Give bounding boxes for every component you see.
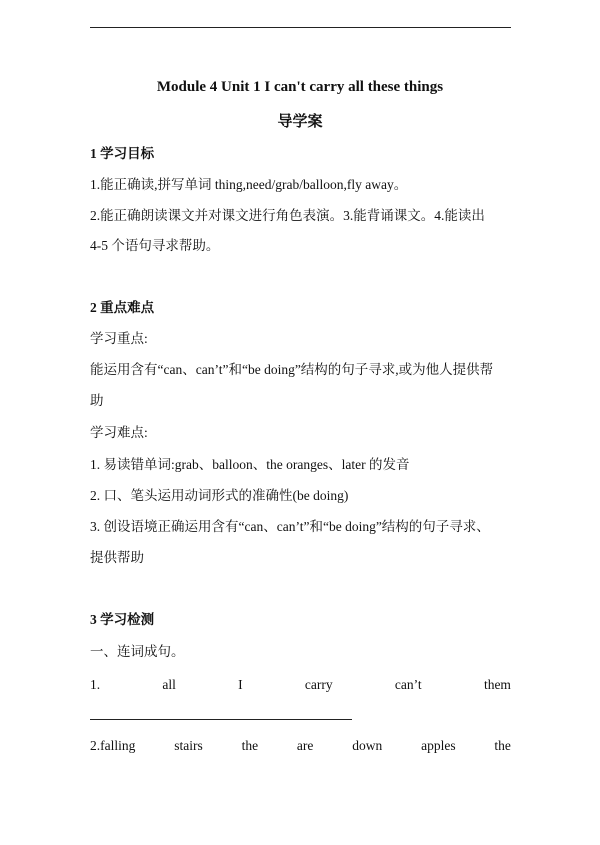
section-2-heading: 2 重点难点	[90, 300, 155, 315]
header-rule	[90, 27, 511, 28]
q2-word: 2.falling	[90, 738, 136, 753]
q1-word: carry	[304, 677, 333, 692]
q1-word: I	[238, 677, 243, 692]
difficulty-item-1: 1. 易读错单词:grab、balloon、the oranges、later 的发音	[90, 457, 410, 472]
difficulties-label: 学习难点:	[90, 425, 148, 440]
difficulty-item-3: 3. 创设语境正确运用含有“can、can’t”和“be doing”结构的句子寻求、	[90, 519, 490, 534]
objective-line-3: 4-5 个语句寻求帮助。	[90, 238, 220, 253]
q2-word: apples	[421, 738, 456, 753]
document-subtitle: 导学案	[277, 114, 323, 130]
difficulty-item-3-cont: 提供帮助	[90, 550, 144, 565]
question-1	[90, 676, 511, 694]
q2-word: down	[352, 738, 383, 753]
q1-word: them	[483, 677, 511, 692]
objective-line-1: 1.能正确读,拼写单词 thing,need/grab/balloon,fly away。	[90, 177, 408, 192]
exercise-instruction: 一、连词成句。	[90, 644, 185, 659]
q2-word: the	[494, 738, 511, 753]
q2-word: the	[241, 738, 259, 753]
key-points-label: 学习重点:	[90, 331, 148, 346]
q2-word: stairs	[174, 738, 203, 753]
section-1-heading: 1 学习目标	[90, 146, 155, 161]
section-3-heading: 3 学习检测	[90, 612, 155, 627]
answer-line-1	[90, 719, 352, 720]
objective-line-2: 2.能正确朗读课文并对课文进行角色表演。3.能背诵课文。4.能读出	[90, 208, 485, 223]
key-point-line-1: 能运用含有“can、can’t”和“be doing”结构的句子寻求,或为他人提供帮	[90, 362, 494, 377]
q1-word: 1.	[90, 677, 101, 692]
question-2	[90, 737, 511, 755]
difficulty-item-2: 2. 口、笔头运用动词形式的准确性(be doing)	[90, 488, 349, 503]
q1-word: can’t	[394, 677, 422, 692]
key-point-line-2: 助	[90, 393, 104, 408]
q1-word: all	[162, 677, 176, 692]
q2-word: are	[296, 738, 314, 753]
document-title: Module 4 Unit 1 I can't carry all these things	[156, 79, 444, 95]
